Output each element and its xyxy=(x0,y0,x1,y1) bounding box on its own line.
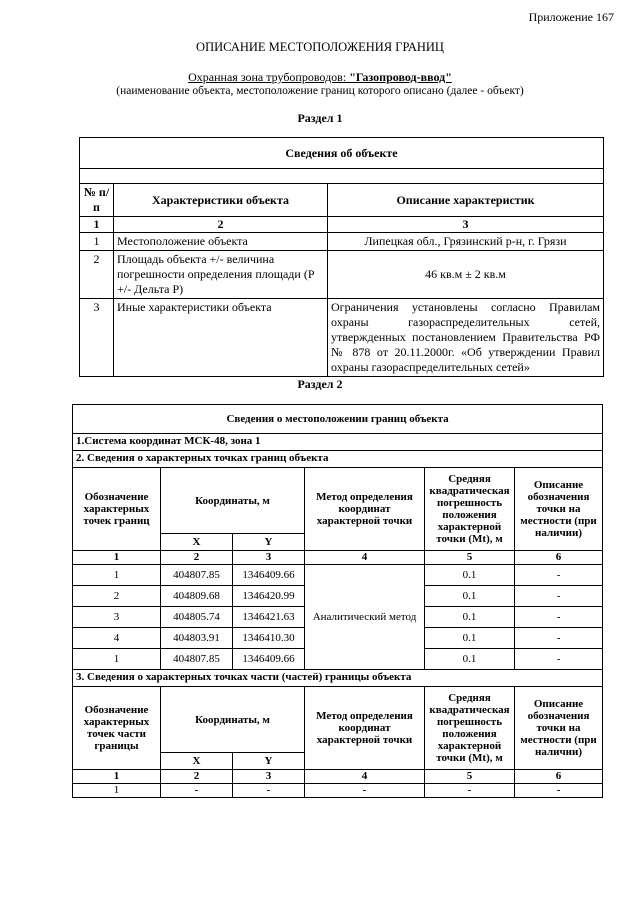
point-y: 1346409.66 xyxy=(233,565,305,586)
row-number: 2 xyxy=(80,251,114,299)
col-number: 2 xyxy=(161,770,233,784)
header-coordinates: Координаты, м xyxy=(161,468,305,534)
header-coordinates: Координаты, м xyxy=(161,687,305,753)
point-x: 404807.85 xyxy=(161,649,233,670)
row-characteristic: Иные характеристики объекта xyxy=(114,299,328,377)
part-point-method: - xyxy=(305,784,425,798)
header-error: Средняя квадратическая погрешность положения характерной точки (Mt), м xyxy=(425,687,515,770)
point-x: 404809.68 xyxy=(161,586,233,607)
point-description: - xyxy=(515,628,603,649)
point-error: 0.1 xyxy=(425,607,515,628)
point-id: 3 xyxy=(73,607,161,628)
point-error: 0.1 xyxy=(425,649,515,670)
object-info-table xyxy=(79,137,604,377)
point-id: 1 xyxy=(73,565,161,586)
table-row xyxy=(73,565,603,586)
part2-title: 2. Сведения о характерных точках границ объекта xyxy=(73,451,603,468)
spacer-row xyxy=(80,169,604,184)
section1-label: Раздел 1 xyxy=(297,111,343,125)
table-row xyxy=(80,233,604,251)
point-x: 404803.91 xyxy=(161,628,233,649)
col-number: 3 xyxy=(233,551,305,565)
header-designation: Обозначение характерных точек границ xyxy=(73,468,161,551)
point-description: - xyxy=(515,586,603,607)
col-number: 1 xyxy=(80,217,114,233)
header-point-description: Описание обозначения точки на местности (при наличии) xyxy=(515,468,603,551)
header-designation: Обозначение характерных точек части границы xyxy=(73,687,161,770)
point-description: - xyxy=(515,607,603,628)
row-number: 3 xyxy=(80,299,114,377)
col-number: 4 xyxy=(305,770,425,784)
boundary-table-title: Сведения о местоположении границ объекта xyxy=(73,405,603,434)
header-x: X xyxy=(161,753,233,770)
col-number: 2 xyxy=(114,217,328,233)
part3-title: 3. Сведения о характерных точках части (частей) границы объекта xyxy=(73,670,603,687)
part-point-id: 1 xyxy=(73,784,161,798)
col-number: 1 xyxy=(73,770,161,784)
col-number: 5 xyxy=(425,770,515,784)
row-number: 1 xyxy=(80,233,114,251)
document-title: ОПИСАНИЕ МЕСТОПОЛОЖЕНИЯ ГРАНИЦ xyxy=(196,40,444,54)
col-number: 6 xyxy=(515,770,603,784)
header-error: Средняя квадратическая погрешность положения характерной точки (Mt), м xyxy=(425,468,515,551)
zone-line xyxy=(0,70,640,85)
col-number: 3 xyxy=(233,770,305,784)
header-method: Метод определения координат характерной точки xyxy=(305,687,425,770)
point-id: 4 xyxy=(73,628,161,649)
point-description: - xyxy=(515,649,603,670)
header-point-description: Описание обозначения точки на местности (при наличии) xyxy=(515,687,603,770)
point-x: 404807.85 xyxy=(161,565,233,586)
table-row xyxy=(80,251,604,299)
object-info-title: Сведения об объекте xyxy=(80,138,604,169)
point-error: 0.1 xyxy=(425,565,515,586)
header-method: Метод определения координат характерной точки xyxy=(305,468,425,551)
part-point-y: - xyxy=(233,784,305,798)
coordinate-system: 1.Система координат МСК-48, зона 1 xyxy=(73,434,603,451)
table-row xyxy=(80,299,604,377)
row-value: Липецкая обл., Грязинский р-н, г. Грязи xyxy=(328,233,604,251)
point-y: 1346420.99 xyxy=(233,586,305,607)
boundary-table xyxy=(72,404,603,798)
part-point-description: - xyxy=(515,784,603,798)
zone-note: (наименование объекта, местоположение границ которого описано (далее - объект) xyxy=(116,85,524,97)
appendix-label: Приложение 167 xyxy=(528,10,614,24)
point-error: 0.1 xyxy=(425,586,515,607)
part-point-error: - xyxy=(425,784,515,798)
point-y: 1346410.30 xyxy=(233,628,305,649)
part-point-x: - xyxy=(161,784,233,798)
point-description: - xyxy=(515,565,603,586)
col-number: 4 xyxy=(305,551,425,565)
header-y: Y xyxy=(233,534,305,551)
col-number: 1 xyxy=(73,551,161,565)
row-value: Ограничения установлены согласно Правилам охраны газораспределительных сетей, утвержденных постановлением Правительства РФ № 878 от 20.11.2000г. «Об утверждении Правил охраны газораспределительных сетей» xyxy=(328,299,604,377)
header-description: Описание характеристик xyxy=(328,184,604,217)
header-x: X xyxy=(161,534,233,551)
zone-prefix: Охранная зона трубопроводов: "Газопровод-ввод" xyxy=(188,70,452,84)
col-number: 3 xyxy=(328,217,604,233)
point-id: 1 xyxy=(73,649,161,670)
col-number: 6 xyxy=(515,551,603,565)
header-y: Y xyxy=(233,753,305,770)
header-characteristic: Характеристики объекта xyxy=(114,184,328,217)
method-value: Аналитический метод xyxy=(305,565,425,670)
point-id: 2 xyxy=(73,586,161,607)
col-number: 5 xyxy=(425,551,515,565)
table-row xyxy=(73,784,603,798)
point-x: 404805.74 xyxy=(161,607,233,628)
row-value: 46 кв.м ± 2 кв.м xyxy=(328,251,604,299)
point-error: 0.1 xyxy=(425,628,515,649)
section2-label: Раздел 2 xyxy=(297,377,343,391)
zone-name: "Газопровод-ввод" xyxy=(349,70,452,84)
col-number: 2 xyxy=(161,551,233,565)
row-characteristic: Площадь объекта +/- величина погрешности определения площади (Р +/- Дельта Р) xyxy=(114,251,328,299)
point-y: 1346421.63 xyxy=(233,607,305,628)
point-y: 1346409.66 xyxy=(233,649,305,670)
header-number: № п/п xyxy=(80,184,114,217)
row-characteristic: Местоположение объекта xyxy=(114,233,328,251)
